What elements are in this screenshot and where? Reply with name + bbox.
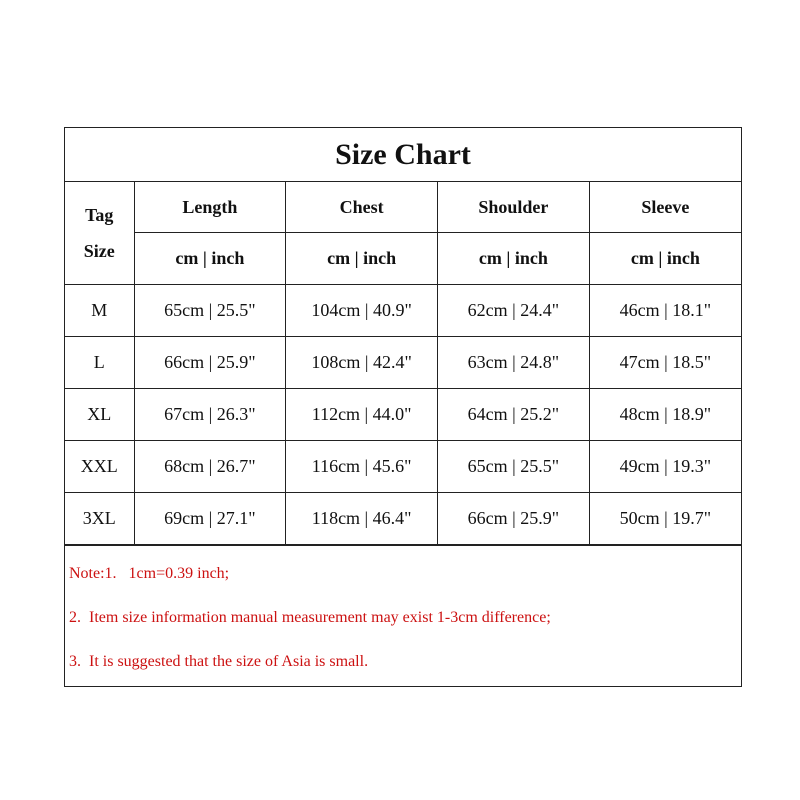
- shoulder-cell: 64cm | 25.2": [438, 389, 590, 441]
- sleeve-cell: 49cm | 19.3": [589, 441, 741, 493]
- table-row: [65, 493, 741, 545]
- note-1: Note:1. 1cm=0.39 inch;: [69, 565, 230, 582]
- unit-header-shoulder: cm | inch: [438, 233, 590, 285]
- column-header-shoulder: Shoulder: [438, 182, 590, 233]
- notes-section: [65, 545, 741, 688]
- chart-title: Size Chart: [65, 128, 741, 182]
- size-chart: [64, 127, 742, 687]
- chest-cell: 112cm | 44.0": [286, 389, 438, 441]
- shoulder-cell: 65cm | 25.5": [438, 441, 590, 493]
- length-cell: 65cm | 25.5": [134, 285, 286, 337]
- unit-header-chest: cm | inch: [286, 233, 438, 285]
- size-table: [65, 182, 741, 545]
- column-header-chest: Chest: [286, 182, 438, 233]
- unit-header-sleeve: cm | inch: [589, 233, 741, 285]
- length-cell: 67cm | 26.3": [134, 389, 286, 441]
- chest-cell: 116cm | 45.6": [286, 441, 438, 493]
- table-row: [65, 441, 741, 493]
- unit-header-length: cm | inch: [134, 233, 286, 285]
- table-row: [65, 389, 741, 441]
- sleeve-cell: 48cm | 18.9": [589, 389, 741, 441]
- chest-cell: 104cm | 40.9": [286, 285, 438, 337]
- shoulder-cell: 62cm | 24.4": [438, 285, 590, 337]
- size-cell: 3XL: [65, 493, 134, 545]
- note-2: 2. Item size information manual measurement may exist 1-3cm difference;: [69, 609, 551, 626]
- length-cell: 66cm | 25.9": [134, 337, 286, 389]
- size-cell: XL: [65, 389, 134, 441]
- sleeve-cell: 47cm | 18.5": [589, 337, 741, 389]
- size-cell: L: [65, 337, 134, 389]
- shoulder-cell: 66cm | 25.9": [438, 493, 590, 545]
- sleeve-cell: 46cm | 18.1": [589, 285, 741, 337]
- shoulder-cell: 63cm | 24.8": [438, 337, 590, 389]
- size-cell: XXL: [65, 441, 134, 493]
- length-cell: 68cm | 26.7": [134, 441, 286, 493]
- length-cell: 69cm | 27.1": [134, 493, 286, 545]
- table-row: [65, 285, 741, 337]
- chest-cell: 118cm | 46.4": [286, 493, 438, 545]
- column-header-sleeve: Sleeve: [589, 182, 741, 233]
- sleeve-cell: 50cm | 19.7": [589, 493, 741, 545]
- tag-size-header: [65, 182, 134, 285]
- size-cell: M: [65, 285, 134, 337]
- note-3: 3. It is suggested that the size of Asia is small.: [69, 653, 369, 670]
- chest-cell: 108cm | 42.4": [286, 337, 438, 389]
- table-row: [65, 337, 741, 389]
- column-header-length: Length: [134, 182, 286, 233]
- tag-header-line-2: Size: [83, 241, 115, 261]
- tag-header-line-1: Tag: [85, 205, 114, 225]
